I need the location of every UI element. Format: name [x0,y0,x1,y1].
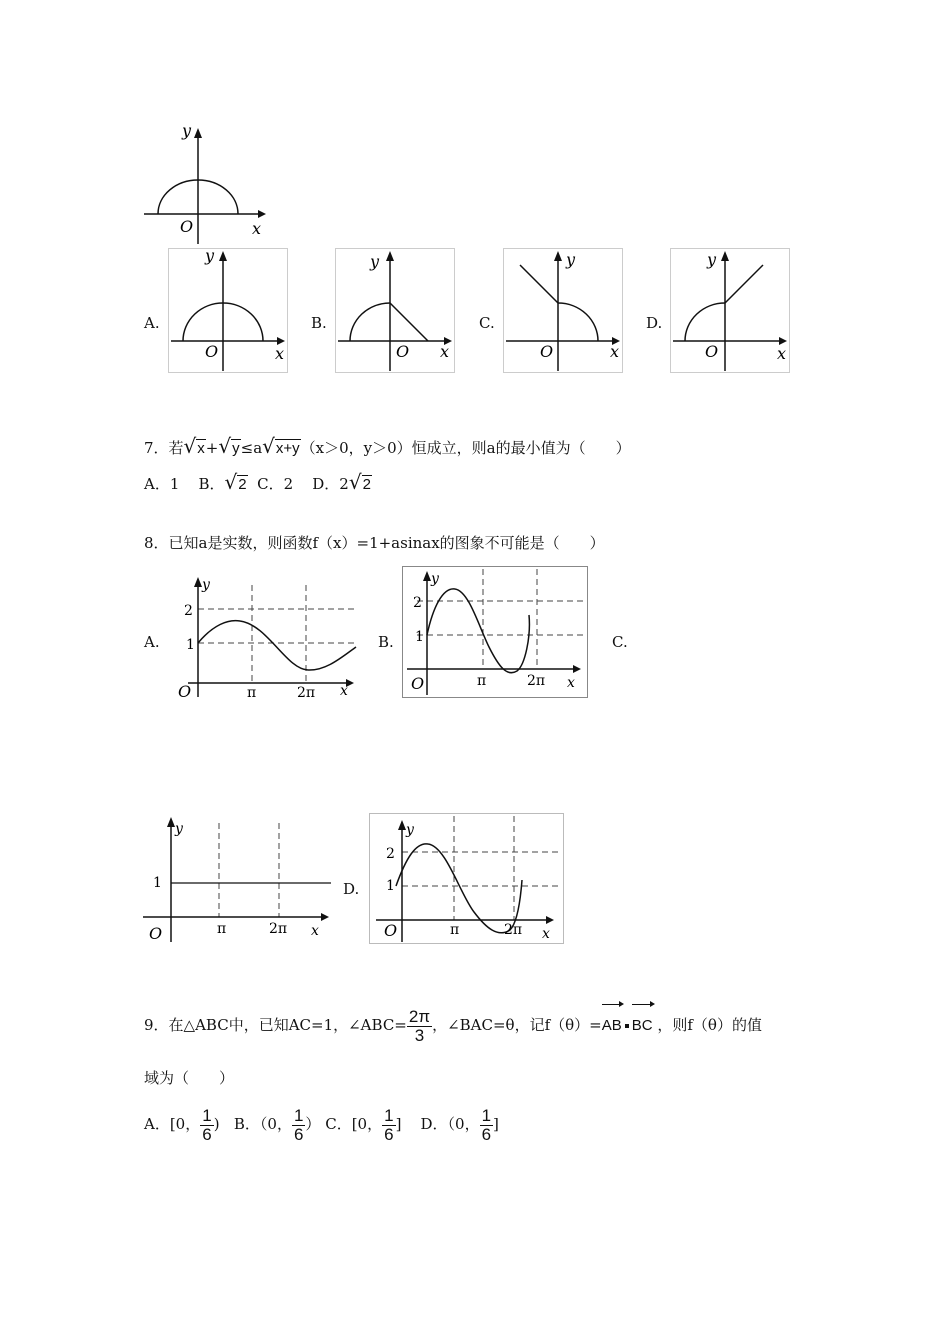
vector-bc: BC [632,1002,653,1046]
q7-tail: （x＞0，y＞0）恒成立，则a的最小值为（ ） [300,439,631,457]
question-8: 8．已知a是实数，则函数f（x）=1+asinax的图象不可能是（ ） [144,534,605,552]
origin-label: O [180,217,194,236]
x-axis-label: x [252,219,262,238]
svg-text:O: O [411,674,425,693]
y-axis-label: y [370,252,380,271]
q8-option-c-label: C. [612,633,628,651]
q8-option-c-graph [143,815,333,943]
fraction-1-6: $\frac{1}{6}$ [293,1105,304,1144]
option-c-graph [503,248,623,373]
q7-options [144,472,372,495]
svg-text:y: y [202,577,210,593]
q7-leq-a: ≤a [240,439,263,457]
option-b-graph [335,248,455,373]
q9-option-a: A．[0， [144,1115,201,1133]
svg-text:O: O [384,921,398,940]
q7-option-c: C．2 [257,475,294,493]
sqrt-x-plus-y: √x+y [262,434,300,458]
svg-text:2π: 2π [504,922,523,938]
origin-label: O [396,342,410,361]
svg-text:1: 1 [386,878,395,894]
svg-text:x: x [340,683,348,699]
option-d-graph [670,248,790,373]
svg-text:1: 1 [186,637,195,653]
q8-option-a-graph [168,575,358,699]
q9-text-2: ，∠BAC=θ，记f（θ）= [432,1016,602,1034]
q8-option-b-label: B. [378,633,394,651]
q7-option-d: D．2 [312,475,349,493]
fraction-2pi-over-3: $\frac{2\pi}{3}$ [408,1006,431,1045]
q7-number: 7．若 [144,439,184,457]
option-c-label: C. [479,314,495,332]
q9-option-b: B．（0， [233,1115,292,1133]
q7-option-b: B． [198,475,225,493]
svg-text:x: x [567,675,575,691]
svg-text:y: y [406,822,414,838]
fraction-1-6: $\frac{1}{6}$ [384,1105,394,1144]
y-axis-label: y [566,250,576,269]
q9-text-1: 9．在△ABC中，已知AC=1，∠ABC= [144,1016,407,1034]
q8-option-a-label: A. [144,633,160,651]
svg-text:π: π [247,685,257,699]
svg-text:π: π [477,673,487,689]
q9-line-2: 域为（ ） [144,1069,235,1087]
svg-text:2: 2 [184,603,193,619]
svg-text:O: O [149,924,163,943]
vector-ab: AB [602,1002,622,1046]
svg-text:2π: 2π [297,685,316,699]
svg-text:1: 1 [153,875,162,891]
q8-option-d-graph [369,813,564,944]
x-axis-label: x [610,342,620,361]
svg-text:2π: 2π [527,673,546,689]
dot-product-icon [625,1024,629,1028]
y-axis-label: y [707,250,717,269]
svg-text:x: x [311,923,319,939]
q8-option-d-label: D. [343,880,360,898]
question-7 [144,436,631,459]
x-axis-label: x [777,344,787,363]
svg-text:y: y [175,821,183,837]
option-a-label: A. [144,314,160,332]
q7-plus: + [205,439,219,457]
option-a-graph [168,248,288,373]
origin-label: O [540,342,554,361]
question-9 [144,1002,762,1046]
sqrt-y: √y [218,434,240,458]
sqrt-2: √2 [348,470,371,494]
y-axis-label: y [205,248,215,265]
x-axis-label: x [275,344,285,363]
svg-text:2π: 2π [269,921,288,937]
svg-text:1: 1 [415,629,424,645]
svg-text:O: O [178,682,192,699]
option-d-label: D. [646,314,663,332]
q9-option-c: C．[0， [325,1115,383,1133]
svg-text:2: 2 [386,846,395,862]
fraction-1-6: $\frac{1}{6}$ [202,1105,212,1144]
sqrt-2: √2 [224,470,247,494]
fraction-1-6: $\frac{1}{6}$ [481,1105,492,1144]
svg-text:2: 2 [413,595,422,611]
q8-option-b-graph [402,566,588,698]
reference-graph [140,122,270,247]
q9-options: A．[0， $\frac{1}{6}$ ) B．（0， $\frac{1}{6}$ ） C．[0， $\frac{1}{6}$ ] D．（0， $\frac{1}{6}$ ] [144,1105,499,1144]
svg-text:π: π [217,921,227,937]
svg-text:π: π [450,922,460,938]
q9-text-3: ，则f（θ）的值 [657,1016,762,1034]
svg-text:x: x [542,926,550,942]
origin-label: O [705,342,719,361]
q7-option-a: A．1 [144,475,180,493]
y-axis-label: y [182,122,192,140]
origin-label: O [205,342,219,361]
sqrt-x: √x [183,434,205,458]
x-axis-label: x [440,342,450,361]
q9-option-d: D．（0， [420,1115,480,1133]
svg-text:y: y [431,571,439,587]
option-b-label: B. [311,314,327,332]
